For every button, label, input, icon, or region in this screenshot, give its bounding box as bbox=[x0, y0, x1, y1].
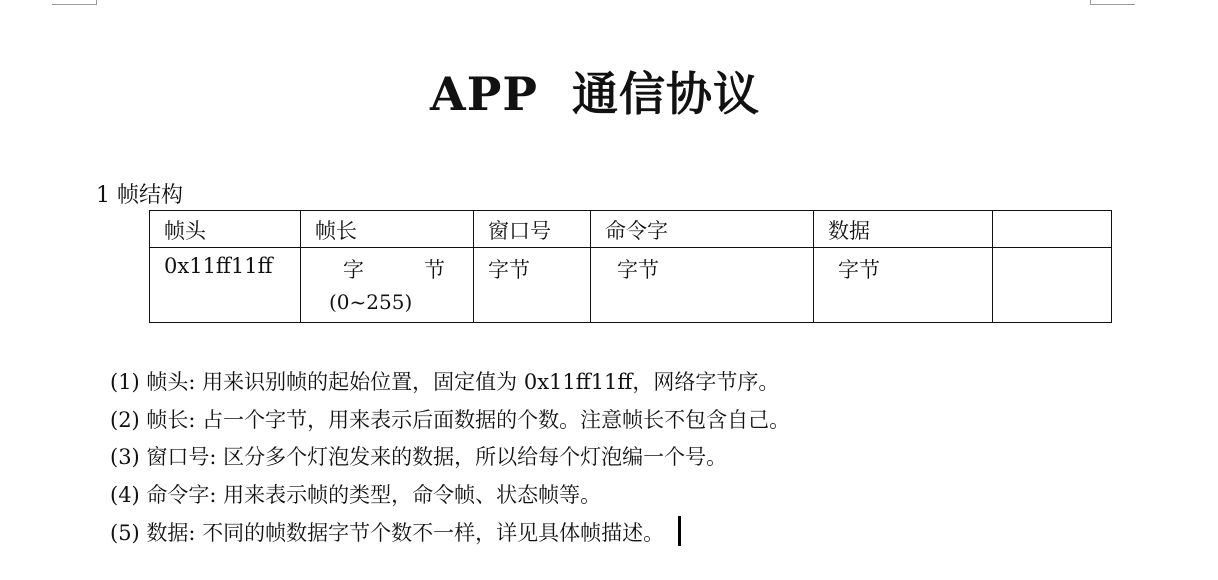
cell-frame-length-value bbox=[301, 248, 474, 323]
cell-data-value bbox=[814, 248, 993, 323]
frame-length-range: (0~255) bbox=[329, 290, 413, 314]
list-item: (3) 窗口号: 区分多个灯泡发来的数据，所以给每个灯泡编一个号。 bbox=[110, 445, 728, 469]
table-row bbox=[150, 248, 1112, 323]
header-cell-data: 数据 bbox=[814, 211, 993, 248]
document-title: APP 通信协议 bbox=[430, 67, 760, 121]
header-cell-empty bbox=[993, 211, 1112, 248]
text-cursor bbox=[678, 516, 681, 546]
list-item-text: (5) 数据: 不同的帧数据字节个数不一样，详见具体帧描述。 bbox=[110, 521, 665, 545]
list-item: (1) 帧头: 用来识别帧的起始位置，固定值为 0x11ff11ff，网络字节序。 bbox=[110, 370, 780, 394]
cell-window-number-value: 字节 bbox=[474, 248, 591, 323]
list-item: (2) 帧长: 占一个字节，用来表示后面数据的个数。注意帧长不包含自己。 bbox=[110, 407, 791, 432]
frame-length-unit-part-2: 节 bbox=[424, 258, 445, 282]
field-description-list bbox=[110, 366, 790, 554]
cell-frame-head-value: 0x11ff11ff bbox=[150, 248, 301, 323]
header-cell-frame-head: 帧头 bbox=[150, 211, 301, 248]
data-value-text: 字节 bbox=[838, 258, 880, 282]
page-corner-mark-left bbox=[52, 0, 97, 5]
header-cell-frame-length: 帧长 bbox=[301, 211, 474, 248]
list-item-last[interactable] bbox=[110, 516, 790, 554]
header-cell-window-number: 窗口号 bbox=[474, 211, 591, 248]
frame-structure-table bbox=[149, 210, 1112, 323]
frame-length-unit-part-1: 字 bbox=[343, 258, 364, 282]
frame-length-unit bbox=[315, 254, 459, 284]
page-corner-mark-right bbox=[1090, 0, 1135, 5]
cell-command-value bbox=[591, 248, 814, 323]
cell-empty-value bbox=[993, 248, 1112, 323]
header-cell-command: 命令字 bbox=[591, 211, 814, 248]
list-item: (4) 命令字: 用来表示帧的类型，命令帧、状态帧等。 bbox=[110, 482, 602, 507]
table-header-row bbox=[150, 211, 1112, 248]
section-heading: 1 帧结构 bbox=[96, 183, 183, 208]
command-value-text: 字节 bbox=[617, 258, 659, 282]
